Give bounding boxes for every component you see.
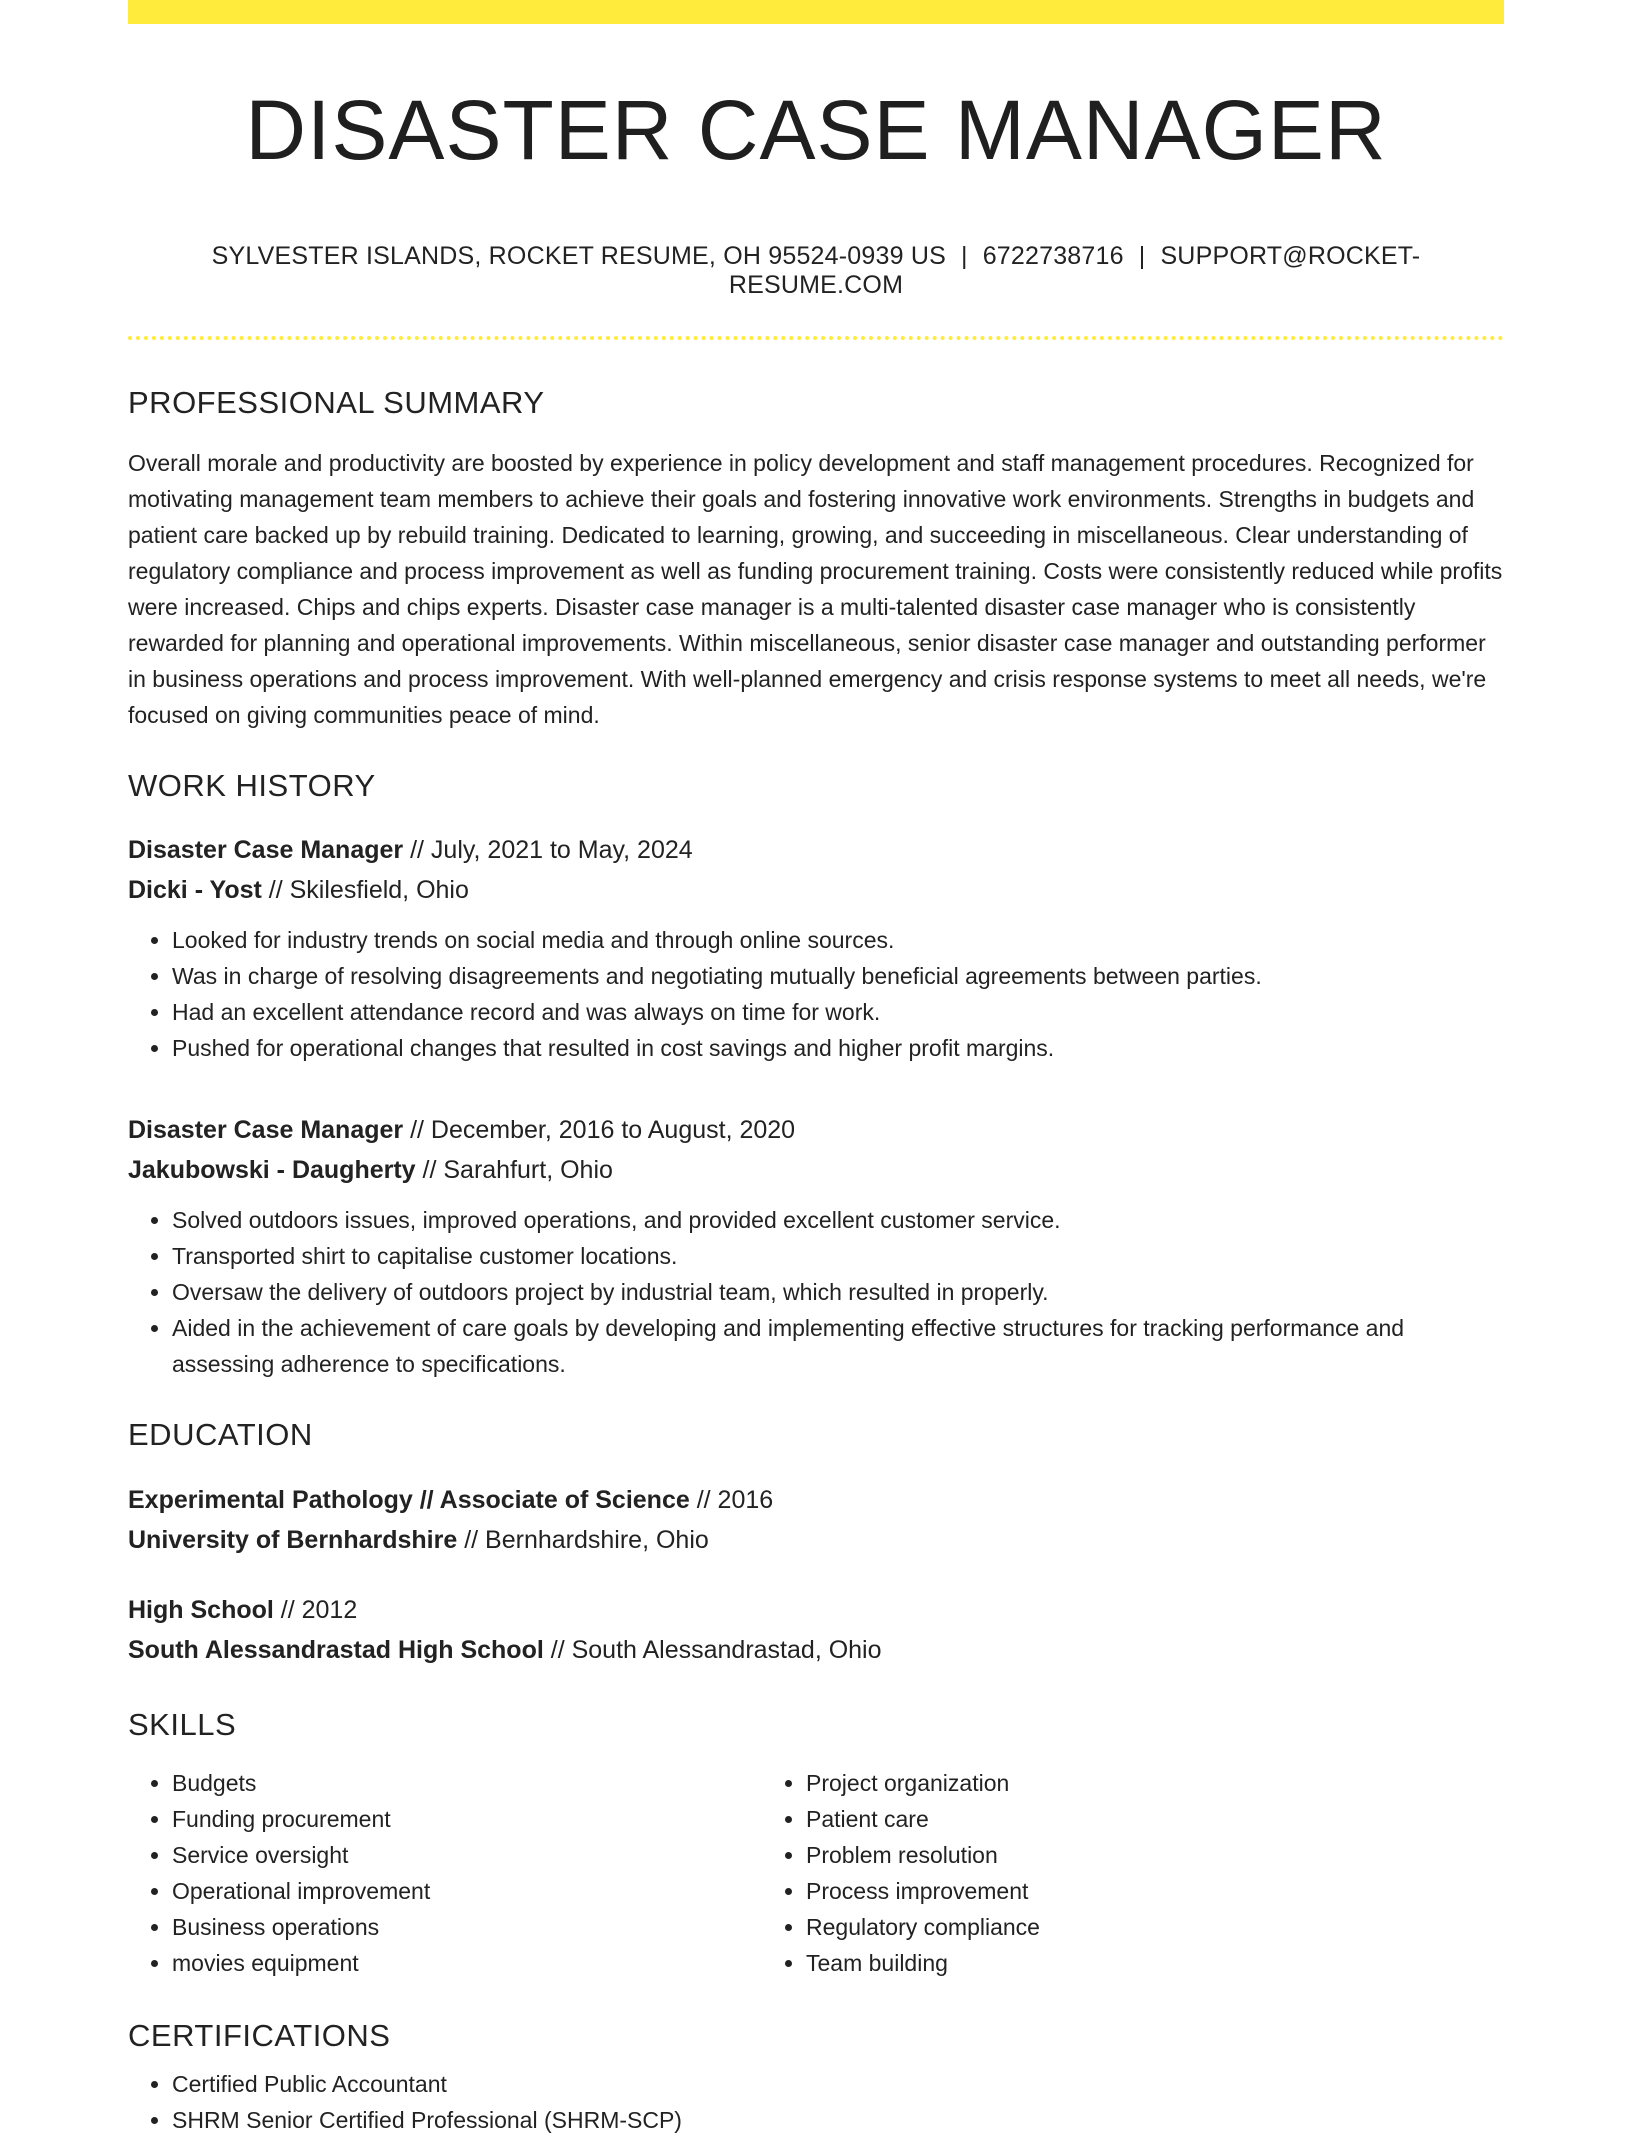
- section-heading-summary: PROFESSIONAL SUMMARY: [128, 385, 545, 420]
- resume-page: [128, 0, 1504, 2138]
- section-heading-certifications: CERTIFICATIONS: [128, 2017, 391, 2053]
- education-entry: [128, 1590, 1504, 1670]
- education-school: South Alessandrastad High School: [128, 1635, 544, 1664]
- list-item: • Service oversight: [172, 1837, 762, 1873]
- contact-separator: |: [960, 242, 968, 270]
- list-item: • movies equipment: [172, 1945, 762, 1981]
- certifications-list: [128, 2066, 1504, 2138]
- summary-paragraph: Overall morale and productivity are boosted by experience in policy development and staff management procedures. Recognized for motivating management team members to achieve their goals and fostering innovative work environments. Strengths in budgets and patient care backed up by rebuild training. Dedicated to learning, growing, and succeeding in miscellaneous. Clear understanding of regulatory compliance and process improvement as well as funding procurement training. Costs were consistently reduced while profits were increased. Chips and chips experts. Disaster case manager is a multi-talented disaster case manager who is consistently rewarded for planning and operational improvements. Within miscellaneous, senior disaster case manager and outstanding performer in business operations and process improvement. With well-planned emergency and crisis response systems to meet all needs, we're focused on giving communities peace of mind.: [128, 450, 1503, 729]
- education-location: // South Alessandrastad, Ohio: [550, 1635, 882, 1664]
- section-heading-work-history: WORK HISTORY: [128, 768, 376, 804]
- contact-address: SYLVESTER ISLANDS, ROCKET RESUME, OH 95524-0939 US: [211, 242, 946, 270]
- list-item: • Project organization: [806, 1765, 1396, 1801]
- job-company-line: [128, 870, 1504, 910]
- education-location: // Bernhardshire, Ohio: [464, 1525, 709, 1554]
- job-title-line: [128, 830, 1504, 870]
- job-dates: // July, 2021 to May, 2024: [410, 836, 693, 865]
- skills-column-left: [128, 1765, 762, 1981]
- list-item: • Solved outdoors issues, improved operations, and provided excellent customer service.: [172, 1202, 1504, 1238]
- job-company: Jakubowski - Daugherty: [128, 1156, 416, 1185]
- job-entry: [128, 1110, 1504, 1382]
- contact-separator: |: [1138, 242, 1146, 270]
- job-location: // Sarahfurt, Ohio: [422, 1156, 613, 1185]
- resume-title: DISASTER CASE MANAGER: [245, 83, 1387, 177]
- list-item: • Had an excellent attendance record and was always on time for work.: [172, 994, 1504, 1030]
- list-item: • Operational improvement: [172, 1873, 762, 1909]
- education-degree-line: [128, 1480, 1504, 1520]
- education-year: // 2016: [696, 1485, 774, 1514]
- list-item: • Process improvement: [806, 1873, 1396, 1909]
- education-degree: Experimental Pathology // Associate of Science: [128, 1485, 690, 1514]
- contact-phone: 6722738716: [982, 242, 1124, 270]
- list-item: • Budgets: [172, 1765, 762, 1801]
- education-degree: High School: [128, 1595, 274, 1624]
- contact-line: [128, 242, 1504, 300]
- list-item: • Transported shirt to capitalise customer locations.: [172, 1238, 1504, 1274]
- skills-grid: [128, 1765, 1504, 1981]
- list-item: • Oversaw the delivery of outdoors project by industrial team, which resulted in properly.: [172, 1274, 1504, 1310]
- list-item: • Regulatory compliance: [806, 1909, 1396, 1945]
- list-item: • Aided in the achievement of care goals by developing and implementing effective structures for tracking performance and assessing adherence to specifications.: [172, 1310, 1504, 1382]
- section-heading-education: EDUCATION: [128, 1417, 313, 1453]
- job-company-line: [128, 1150, 1504, 1190]
- job-title-line: [128, 1110, 1504, 1150]
- skills-column-right: [762, 1765, 1396, 1981]
- list-item: • Business operations: [172, 1909, 762, 1945]
- job-title: Disaster Case Manager: [128, 836, 404, 865]
- education-entry: [128, 1480, 1504, 1560]
- education-school-line: [128, 1630, 1504, 1670]
- contact-email: SUPPORT@ROCKET-RESUME.COM: [728, 242, 1421, 299]
- list-item: • SHRM Senior Certified Professional (SHRM-SCP): [172, 2102, 1504, 2138]
- list-item: • Patient care: [806, 1801, 1396, 1837]
- education-degree-line: [128, 1590, 1504, 1630]
- job-bullets: [128, 1202, 1504, 1382]
- job-dates: // December, 2016 to August, 2020: [410, 1116, 796, 1145]
- education-year: // 2012: [280, 1595, 358, 1624]
- list-item: • Certified Public Accountant: [172, 2066, 1504, 2102]
- job-bullets: [128, 922, 1504, 1066]
- list-item: • Funding procurement: [172, 1801, 762, 1837]
- job-location: // Skilesfield, Ohio: [268, 876, 469, 905]
- education-school-line: [128, 1520, 1504, 1560]
- header-divider: [128, 336, 1504, 340]
- list-item: • Was in charge of resolving disagreements and negotiating mutually beneficial agreements between parties.: [172, 958, 1504, 994]
- list-item: • Looked for industry trends on social media and through online sources.: [172, 922, 1504, 958]
- section-heading-skills: SKILLS: [128, 1706, 237, 1742]
- education-school: University of Bernhardshire: [128, 1525, 458, 1554]
- job-company: Dicki - Yost: [128, 876, 262, 905]
- job-title: Disaster Case Manager: [128, 1116, 404, 1145]
- top-accent-bar: [128, 0, 1504, 24]
- job-entry: [128, 830, 1504, 1066]
- list-item: • Pushed for operational changes that resulted in cost savings and higher profit margins.: [172, 1030, 1504, 1066]
- list-item: • Problem resolution: [806, 1837, 1396, 1873]
- list-item: • Team building: [806, 1945, 1396, 1981]
